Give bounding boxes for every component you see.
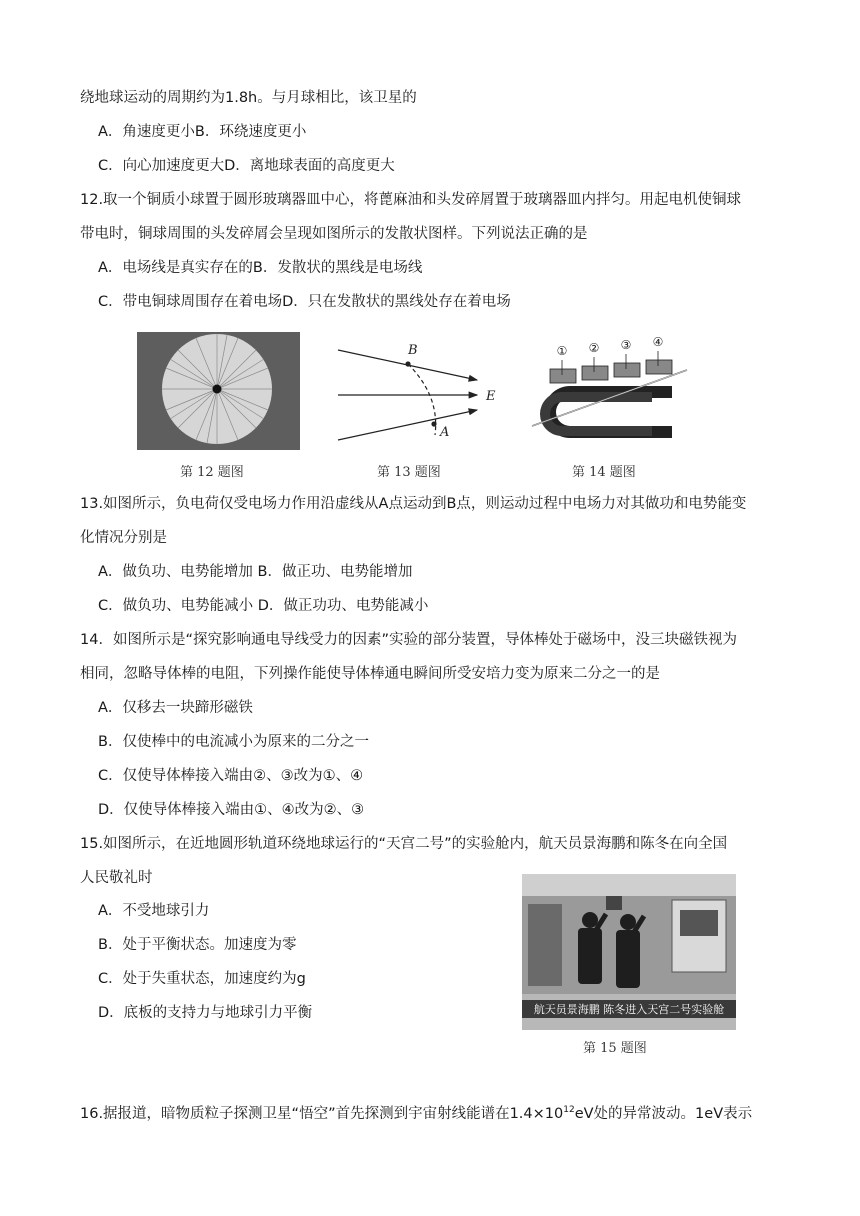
q15-stem-line1: 15.如图所示，在近地圆形轨道环绕地球运行的“天宫二号”的实验舱内，航天员景海鹏和陈冬在向全国 <box>80 836 728 852</box>
fig14-diagram <box>522 330 692 452</box>
fig15-photo <box>522 874 736 1030</box>
label-a: A <box>440 425 450 440</box>
q16-exponent: 12 <box>563 1105 575 1116</box>
q11-options-cd: C．向心加速度更大D．离地球表面的高度更大 <box>98 158 395 174</box>
q16-stem-pre: 16.据报道，暗物质粒子探测卫星“悟空”首先探测到宇宙射线能谱在1.4×10 <box>80 1106 564 1122</box>
q15-option-a: A．不受地球引力 <box>98 903 210 919</box>
fig13-diagram <box>330 334 505 446</box>
q16-stem <box>80 1104 752 1124</box>
label-b: B <box>408 343 418 358</box>
terminal-1: ① <box>556 344 568 358</box>
q15-option-b: B．处于平衡状态。加速度为零 <box>98 937 297 953</box>
q15-option-c: C．处于失重状态，加速度约为g <box>98 971 306 987</box>
point-a <box>431 421 436 426</box>
terminal-4: ④ <box>652 335 664 349</box>
q14-option-a: A．仅移去一块蹄形磁铁 <box>98 700 253 716</box>
label-e: E <box>486 389 496 404</box>
q14-option-d: D．仅使导体棒接入端由①、④改为②、③ <box>98 802 365 818</box>
q12-options-cd: C．带电铜球周围存在着电场D．只在发散状的黑线处存在着电场 <box>98 294 511 310</box>
q16-stem-post: eV处的异常波动。1eV表示 <box>574 1106 753 1122</box>
q14-stem-line1: 14．如图所示是“探究影响通电导线受力的因素”实验的部分装置，导体棒处于磁场中，没三块磁铁视为 <box>80 632 737 648</box>
q15-stem-line2: 人民敬礼时 <box>80 870 153 886</box>
q14-option-b: B．仅使棒中的电流减小为原来的二分之一 <box>98 734 369 750</box>
fig12-caption: 第 12 题图 <box>180 465 244 480</box>
q14-stem-line2: 相同，忽略导体棒的电阻，下列操作能使导体棒通电瞬间所受安培力变为原来二分之一的是 <box>80 666 660 682</box>
fig14-caption: 第 14 题图 <box>572 465 636 480</box>
field-line-lower <box>338 410 477 440</box>
magnet-front <box>540 392 652 436</box>
terminal-3: ③ <box>620 338 632 352</box>
q13-stem-line2: 化情况分别是 <box>80 530 167 546</box>
q11-options-ab: A．角速度更小B．环绕速度更小 <box>98 124 307 140</box>
q11-stem: 绕地球运动的周期约为1.8h。与月球相比，该卫星的 <box>80 90 417 106</box>
q13-stem-line1: 13.如图所示，负电荷仅受电场力作用沿虚线从A点运动到B点，则运动过程中电场力对其做功和电势能变 <box>80 496 747 512</box>
q12-stem-line1: 12.取一个铜质小球置于圆形玻璃器皿中心，将蓖麻油和头发碎屑置于玻璃器皿内拌匀。用起电机使铜球 <box>80 192 742 208</box>
q15-option-d: D．底板的支持力与地球引力平衡 <box>98 1005 313 1021</box>
q13-options-cd: C．做负功、电势能减小 D．做正功功、电势能减小 <box>98 598 429 614</box>
fig12-photo <box>137 332 300 450</box>
q12-options-ab: A．电场线是真实存在的B．发散状的黑线是电场线 <box>98 260 423 276</box>
banner-text: 航天员景海鹏 陈冬进入天宫二号实验舱 <box>533 1003 725 1016</box>
fig13-caption: 第 13 题图 <box>377 465 441 480</box>
q12-stem-line2: 带电时，铜球周围的头发碎屑会呈现如图所示的发散状图样。下列说法正确的是 <box>80 226 588 242</box>
terminal-2: ② <box>588 341 600 355</box>
q13-options-ab: A．做负功、电势能增加 B．做正功、电势能增加 <box>98 564 413 580</box>
q14-option-c: C．仅使导体棒接入端由②、③改为①、④ <box>98 768 364 784</box>
fig15-caption: 第 15 题图 <box>583 1041 647 1056</box>
point-b <box>405 361 410 366</box>
